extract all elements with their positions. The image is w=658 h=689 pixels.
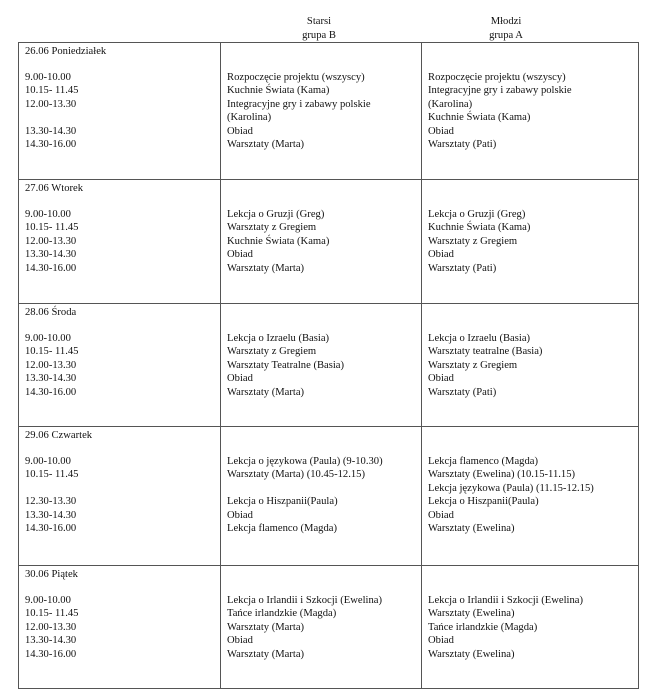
time-slot: 9.00-10.00 [25,208,71,220]
activity: Warsztaty (Marta) [227,139,305,150]
activity: Warsztaty teatralne (Basia) [428,346,543,357]
time-slot: 13.30-14.30 [25,509,77,521]
activity: Warsztaty (Ewelina) [428,608,515,619]
day-label: 26.06 Poniedziałek [25,46,107,57]
activity: Rozpoczęcie projektu (wszyscy) [227,71,365,83]
group-b-header [259,15,379,42]
activity: Kuchnie Świata (Kama) [428,112,531,123]
spacer [25,111,215,125]
day-row [19,304,639,427]
group-a-cell [422,566,639,689]
day-label: 29.06 Czwartek [25,430,93,441]
time-slot: 9.00-10.00 [25,455,71,467]
day-label: 30.06 Piątek [25,569,78,580]
group-a-cell [422,180,639,304]
time-cell [19,566,221,689]
activity: Tańce irlandzkie (Magda) [428,621,538,633]
activity: Lekcja o językowa (Paula) (9-10.30) [227,455,383,467]
time-slot: 13.30-14.30 [25,373,77,384]
day-label: 27.06 Wtorek [25,183,84,194]
group-a-header [446,15,566,42]
group-b-cell [221,566,422,689]
group-a-cell [422,43,639,180]
activity: Obiad [428,509,454,521]
time-cell [19,304,221,427]
activity: Integracyjne gry i zabawy polskie [227,98,371,110]
activity: Warsztaty z Gregiem [227,346,317,357]
group-b-cell [221,180,422,304]
activity: Warsztaty (Marta) [227,262,305,274]
time-slot: 9.00-10.00 [25,332,71,344]
time-slot: 14.30-16.00 [25,139,77,150]
activity: Warsztaty (Ewelina) (10.15-11.15) [428,469,576,480]
group-b-subtitle: grupa B [302,29,336,41]
activity: Warsztaty (Ewelina) [428,648,515,660]
day-row [19,427,639,566]
activity: Lekcja flamenco (Magda) [227,523,337,534]
activity: Warsztaty (Pati) [428,386,497,398]
time-slot: 14.30-16.00 [25,386,77,398]
activity: Warsztaty z Gregiem [428,235,518,247]
time-slot: 14.30-16.00 [25,648,77,660]
time-slot: 12.00-13.30 [25,98,77,110]
group-a-title: Młodzi [490,16,522,27]
activity: Lekcja językowa (Paula) (11.15-12.15) [428,482,594,494]
day-row [19,43,639,180]
activity: Warsztaty (Pati) [428,262,497,274]
group-b-title: Starsi [306,16,332,27]
spacer [428,306,633,320]
group-a-subtitle: grupa A [489,29,523,41]
activity: Lekcja o Hiszpanii(Paula) [428,496,539,507]
time-slot: 13.30-14.30 [25,635,77,646]
spacer [227,45,416,59]
spacer [428,568,633,582]
activity: Kuchnie Świata (Kama) [428,222,531,233]
activity: Obiad [428,373,454,384]
group-b-cell [221,43,422,180]
activity: Warsztaty z Gregiem [227,222,317,233]
activity: Obiad [428,635,454,646]
activity: Warsztaty (Pati) [428,139,497,150]
spacer [428,429,633,443]
spacer [227,482,416,496]
time-slot: 14.30-16.00 [25,262,77,274]
time-cell [19,180,221,304]
spacer [428,182,633,196]
time-slot: 13.30-14.30 [25,249,77,260]
activity: Lekcja o Gruzji (Greg) [428,208,526,220]
spacer [227,429,416,443]
time-slot: 10.15- 11.45 [25,469,79,480]
activity: Lekcja o Hiszpanii(Paula) [227,496,338,507]
activity: Lekcja o Izraelu (Basia) [227,332,330,344]
activity: Warsztaty (Marta) [227,648,305,660]
activity: Rozpoczęcie projektu (wszyscy) [428,71,566,83]
activity: Tańce irlandzkie (Magda) [227,608,337,619]
day-row [19,566,639,689]
activity: Integracyjne gry i zabawy polskie [428,85,572,96]
time-slot: 10.15- 11.45 [25,222,79,233]
spacer [428,45,633,59]
activity: Obiad [227,125,253,137]
group-a-cell [422,304,639,427]
activity: (Karolina) [428,98,473,110]
spacer [25,482,215,496]
activity: Warsztaty (Ewelina) [428,523,515,534]
group-b-cell [221,427,422,566]
time-slot: 10.15- 11.45 [25,346,79,357]
activity: Obiad [227,509,253,521]
day-label: 28.06 Środa [25,307,77,318]
time-slot: 14.30-16.00 [25,523,77,534]
time-slot: 10.15- 11.45 [25,85,79,96]
time-cell [19,427,221,566]
spacer [227,306,416,320]
activity: Lekcja o Izraelu (Basia) [428,332,531,344]
time-slot: 9.00-10.00 [25,594,71,606]
activity: Lekcja o Irlandii i Szkocji (Ewelina) [428,594,584,606]
time-slot: 13.30-14.30 [25,125,77,137]
time-slot: 12.30-13.30 [25,496,77,507]
spacer [227,182,416,196]
activity: Obiad [428,249,454,260]
activity: Lekcja o Irlandii i Szkocji (Ewelina) [227,594,383,606]
schedule-table [18,42,639,689]
activity: Kuchnie Świata (Kama) [227,85,330,96]
activity: Lekcja flamenco (Magda) [428,455,538,467]
time-slot: 12.00-13.30 [25,235,77,247]
time-cell [19,43,221,180]
time-slot: 12.00-13.30 [25,621,77,633]
activity: Kuchnie Świata (Kama) [227,235,330,247]
activity: Warsztaty Teatralne (Basia) [227,359,345,371]
activity: Obiad [227,249,253,260]
group-b-cell [221,304,422,427]
activity: Obiad [428,125,454,137]
activity: Lekcja o Gruzji (Greg) [227,208,325,220]
spacer [227,568,416,582]
activity: Warsztaty (Marta) (10.45-12.15) [227,469,365,480]
day-row [19,180,639,304]
activity: Obiad [227,373,253,384]
time-slot: 10.15- 11.45 [25,608,79,619]
activity: Obiad [227,635,253,646]
activity: Warsztaty (Marta) [227,386,305,398]
time-slot: 12.00-13.30 [25,359,77,371]
activity: (Karolina) [227,112,272,123]
activity: Warsztaty (Marta) [227,621,305,633]
activity: Warsztaty z Gregiem [428,359,518,371]
group-a-cell [422,427,639,566]
time-slot: 9.00-10.00 [25,71,71,83]
